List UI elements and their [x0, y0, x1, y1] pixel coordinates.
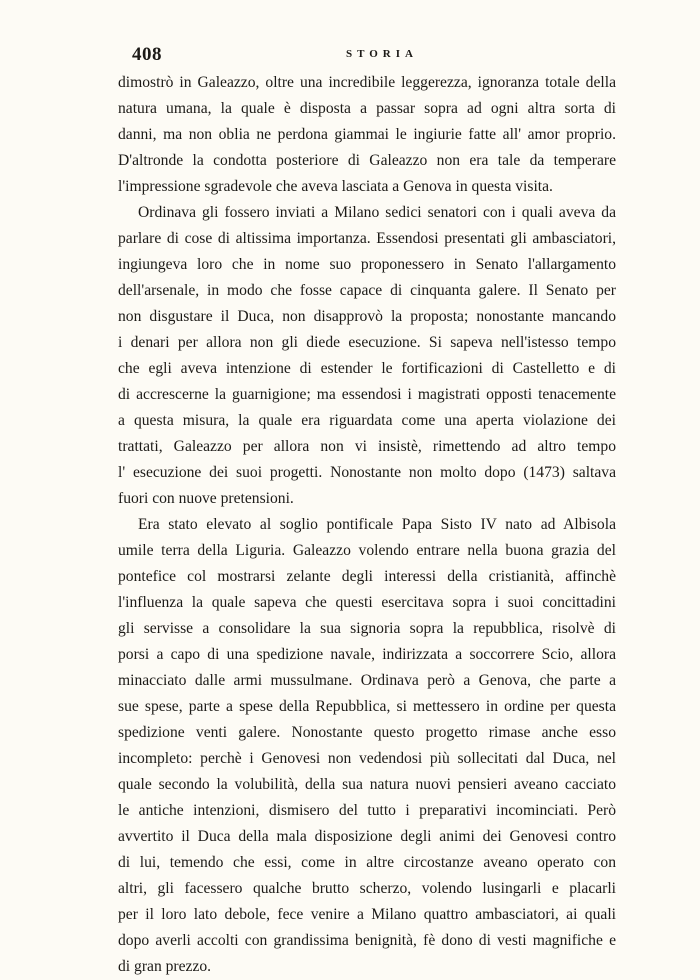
text-line: dopo averli accolti con grandissima benignità, fè dono di vesti magnifiche e	[118, 932, 616, 949]
text-line: avvertito il Duca della mala disposizione degli animi dei Genovesi contro	[118, 828, 616, 845]
text-line: non disgustare il Duca, non disapprovò la proposta; nonostante mancando	[118, 308, 616, 325]
text-line: umile terra della Liguria. Galeazzo volendo entrare nella buona grazia del	[118, 542, 616, 559]
text-line: di lui, temendo che essi, come in altre circostanze aveano operato con	[118, 854, 616, 871]
text-line: quale secondo la volubilità, della sua natura nuovi pensieri aveano cacciato	[118, 776, 616, 793]
text-line: natura umana, la quale è disposta a passar sopra ad ogni altra sorta di	[118, 100, 616, 117]
text-line: l'influenza la quale sapeva che questi esercitava sopra i suoi concittadini	[118, 594, 616, 611]
body-text	[118, 70, 616, 980]
text-line: Era stato elevato al soglio pontificale Papa Sisto IV nato ad Albisola	[138, 516, 616, 533]
text-line: fuori con nuove pretensioni.	[118, 490, 294, 507]
text-line: dell'arsenale, in modo che fosse capace di cinquanta galere. Il Senato per	[118, 282, 616, 299]
text-line: pontefice col mostrarsi zelante degli interessi della cristianità, affinchè	[118, 568, 616, 585]
running-title: STORIA	[346, 48, 418, 60]
text-line: l' esecuzione dei suoi progetti. Nonostante non molto dopo (1473) saltava	[118, 464, 616, 481]
text-line: spedizione venti galere. Nonostante questo progetto rimase anche esso	[118, 724, 616, 741]
text-line: danni, ma non oblia ne perdona giammai le ingiurie fatte all' amor proprio.	[118, 126, 616, 143]
text-line: l'impressione sgradevole che aveva lasciata a Genova in questa visita.	[118, 178, 553, 195]
text-line: minacciato dalle armi mussulmane. Ordinava però a Genova, che parte a	[118, 672, 616, 689]
text-line: trattati, Galeazzo per allora non vi insistè, rimettendo ad altro tempo	[118, 438, 616, 455]
text-line: parlare di cose di altissima importanza. Essendosi presentati gli ambasciatori,	[118, 230, 616, 247]
text-line: sue spese, parte a spese della Repubblica, si mettessero in ordine per questa	[118, 698, 616, 715]
text-line: di gran prezzo.	[118, 958, 212, 975]
text-line: incompleto: perchè i Genovesi non vedendosi più sollecitati dal Duca, nel	[118, 750, 616, 767]
text-line: che egli aveva intenzione di estender le fortificazioni di Castelletto e di	[118, 360, 616, 377]
text-line: i denari per allora non gli diede esecuzione. Si sapeva nell'istesso tempo	[118, 334, 616, 351]
text-line: a questa misura, la quale era riguardata come una aperta violazione dei	[118, 412, 616, 429]
text-line: gli servisse a consolidare la sua signoria sopra la repubblica, risolvè di	[118, 620, 616, 637]
text-line: le antiche intenzioni, dismisero del tutto i preparativi incominciati. Però	[118, 802, 616, 819]
text-line: Ordinava gli fossero inviati a Milano sedici senatori con i quali aveva da	[138, 204, 616, 221]
text-line: dimostrò in Galeazzo, oltre una incredibile leggerezza, ignoranza totale della	[118, 74, 616, 91]
page-number: 408	[132, 44, 162, 65]
text-line: di accrescerne la guarnigione; ma essendosi i magistrati opposti tenacemente	[118, 386, 616, 403]
text-line: porsi a capo di una spedizione navale, indirizzata a soccorrere Scio, allora	[118, 646, 616, 663]
text-line: D'altronde la condotta posteriore di Galeazzo non era tale da temperare	[118, 152, 616, 169]
text-line: ingiungeva loro che in nome suo proponessero in Senato l'allargamento	[118, 256, 616, 273]
running-head	[118, 44, 616, 64]
text-line: per il loro lato debole, fece venire a Milano quattro ambasciatori, ai quali	[118, 906, 616, 923]
text-line: altri, gli facessero qualche brutto scherzo, volendo lusingarli e placarli	[118, 880, 616, 897]
